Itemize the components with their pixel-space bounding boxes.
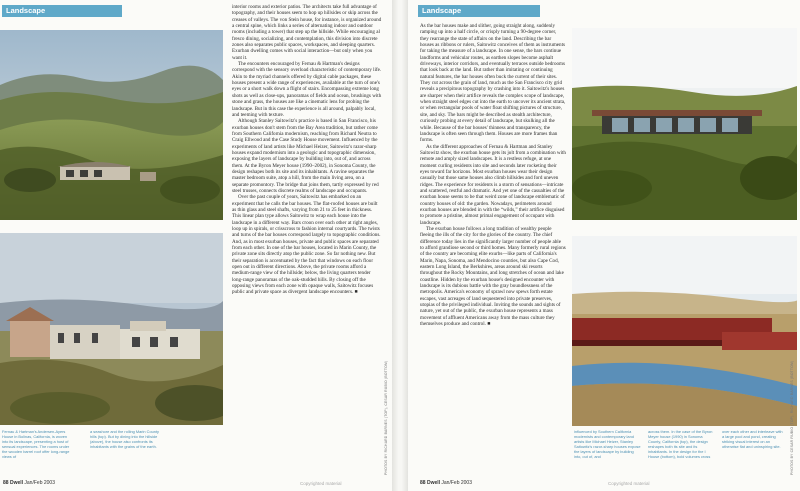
- body-text-column: [420, 23, 566, 477]
- coastal-house-illustration: [0, 233, 223, 425]
- section-label: Landscape: [418, 5, 540, 17]
- page-number: 88: [420, 480, 426, 486]
- photo-caption-continued: a seashore and the rolling Marin County hills (top). But by dining into the hillside (above), the house also confronts its inhabitants with the grains of the earth.: [90, 429, 159, 449]
- hillside-house-illustration: [0, 30, 223, 220]
- paragraph: interior rooms and exterior patios. The architects take full advantage of topography, and their houses seem to hop up hillsides or skip across the creases of valleys. The von Stein house, for instance, is organized around a central spine, which links a series of alternating indoor and outdoor rooms (including a tower) that step up the hillside. While encouraging al fresco dining, socializing, and contemplation, this division into discrete zones also separates public spaces, workspaces, and sleeping quarters. Exurban dwelling comes with social interaction—but only when you want it.: [232, 4, 382, 61]
- left-page: [0, 0, 392, 491]
- magazine-name: Dwell: [426, 480, 441, 486]
- photo-caption: influenced by Southern California modernists and contemporary land artists like Michael Heizer, Stanley Saitowitz's razor-sharp houses expose the layers of landscape by building into, out of, and: [574, 429, 641, 459]
- right-page: [408, 0, 800, 491]
- copyright-notice: Copyrighted material: [608, 481, 650, 486]
- paragraph: As the bar houses make and slither, going straight along, suddenly ramping up into a half circle, or crisply turning a 90-degree corner, they rearrange the state of affairs on the land. Describing the bar houses as ribbons or rulers, Saitowitz conceives of them as instruments for taking the measure of a landscape. In one sense, the bars continue landforms and vehicular routes, as earthen slopes become asphalt driveways, interior corridors, and eventually terraces outside bedrooms that look back at the land. But rather than imitating or continuing natural features, the bar houses often buck the current of their sites. They cut across the grain of land, much as the San Francisco city grid reveals a precipitous topography by crashing into it. Saitowitz's houses are sharper when their artifice reveals the complex scope of landscape, when straight steel edges cut into the earth to uncover its ancient strata, or when rectangular pools of water float shifting pictures of structure, site, and sky. The bars might be described as stealth architecture, curiously probing at every detail of landscape, but skulking all the while. Because of the bar houses' thinness and transparency, the landscape is often seen through them. Houses are more frames than forms.: [420, 23, 566, 144]
- paragraph: As the different approaches of Fernau & Hartman and Stanley Saitowitz show, the exurban house gets its jolt from a combination with remote and amply sized landscapes. It is a restless refuge, at one moment curling residents into site and seconds later rocketing their eyes toward far horizons. Most exurban houses wear their design casually but those same houses also climb hillsides and ford uneven ridges. The experience for residents is a storm of sensations—intricate and scattered, restful and dramatic. And yet one of the casualties of the exurban house seems to be that weird zone of landscape emblematic of country houses of old: the garden. Nowadays, perimeters around exurban houses are blended in with the “wilds,” their artifice disguised to promote a pristine, almost primal engagement of occupant with landscape.: [420, 143, 566, 226]
- issue-date: Jan/Feb 2003: [441, 480, 472, 486]
- section-label: Landscape: [2, 5, 122, 17]
- photo-caption-end: over each other and interleave with a large pool and pond, creating striking visual interest on an otherwise flat and uninspiring site.: [722, 429, 783, 449]
- house-shape: [572, 318, 797, 350]
- issue-date: Jan/Feb 2003: [24, 480, 55, 486]
- paragraph: Over the past couple of years, Saitowitz has embarked on an experiment that he calls the bar houses. The flat-roofed houses are built as thin glass and steel shafts, varying from 21 to 25 feet in thickness. This linear plan type allows Saitowitz to wrap each house into the landscape in a different way. Bars croon over each other at right angles, loop up in spirals, or crisscross to fashion internal courtyards. The twists and turns of the bar houses correspond largely to topographic conditions. And, as in most exurban houses, private and public spaces are separated from each other. In one of the bar houses, located in Marin County, the private zone sits directly atop the public zone. So far nothing new. But their separation is accentuated by the fact that windows on each floor open out in different directions. Above, the private rooms afford a medium-range view of the hillside; below, the living quarters tender long-range panoramas of the oak-studded hills. By closing off the opposing views from each zone with opaque walls, Saitowitz focuses public and private space as divergent landscape encounters. ■: [232, 194, 381, 296]
- magazine-name: Dwell: [9, 480, 24, 486]
- page-folio: [3, 480, 55, 486]
- modern-house-illustration: [572, 28, 797, 220]
- photo-credit: PHOTOS BY RICHARD BARNES (TOP), CESAR RUBIO (BOTTOM): [384, 360, 388, 475]
- photo-credit: PHOTOS BY CESAR RUBIO (TOP), RICHARD BARNES (BOTTOM): [790, 360, 794, 475]
- house-photo-bottom: [572, 236, 797, 426]
- page-number: 88: [3, 480, 9, 486]
- house-shape: [592, 110, 762, 134]
- house-photo-top: [572, 28, 797, 220]
- page-gutter: [392, 0, 408, 491]
- paragraph: The exurban house follows a long tradition of wealthy people fleeing the ills of the city for the glories of the country. The chief difference today lies in the significantly larger number of people able to afford grandiose second or third homes. Many formerly rural regions of the country are becoming elite exurbs—like parts of California's Marin, Napa, Sonoma, and Mendocino counties, but also Cape Cod, eastern Long Island, the Berkshires, areas around ski resorts throughout the Rocky Mountains, and long stretches of ocean and lake coastline. Hidden by the exurban house's designed encounter with landscape is its dubious battle with the gray boundlessness of the metropolis. America's economy of sprawl now spews forth estate escapes, vast acreages of land sequestered into private preserves, utopias of the privileged individual. Inviting the sounds and sights of nature, yet out of the public, the exurban house represents a mass movement of affluent Americans away from the mass culture they themselves produce and control. ■: [420, 226, 566, 328]
- paragraph: Although Stanley Saitowitz's practice is based in San Francisco, his exurban houses don't stem from the Bay Area tradition, but rather come from Southern California modernism, reaching from Richard Neutra to Craig Ellwood and the Case Study House movement. Influenced by the experiments of land artists like Michael Heizer, Saitowitz's razor-sharp houses expand modernism into a geologic and topographic dimension, exposing the layers of landscape by building into, out of, and across them. At the Byron Meyer house (1990–2002), in Sonoma County, the design reshapes both its site and its inhabitants. A ravine separates the master bedroom suite, atop a hill, from the main living area, on a separate promontory. The bridge that joins them, tartly expressed by red steel trusses, connects discrete realms of landscape and occupants.: [232, 118, 379, 194]
- body-text-column: [232, 4, 382, 474]
- page-folio: [420, 480, 472, 486]
- landscape-photo-bottom: [0, 233, 223, 425]
- copyright-notice: Copyrighted material: [300, 481, 342, 486]
- photo-caption: Fernau & Hartman's Andersen-Ayers House in Bolinas, California, is woven into its landscape, presenting a host of sensual experiences. The rooms under the wooden barrel roof offer long-range views of: [2, 429, 70, 459]
- landscape-photo-top: [0, 30, 223, 220]
- pool-house-illustration: [572, 236, 797, 426]
- paragraph: The encounters encouraged by Fernau & Hartman's designs correspond with the sensory overload characteristic of contemporary life. Akin to the myriad channels offered by digital cable packages, these houses present a wide range of experiences, available at the turn of one's eyes or a short walk down a flight of stairs. Encompassing extreme long shots as well as close-ups, panoramas of fields and ocean, brushings with stone and grass, the houses are like a cinematic lens for probing the landscape. But in this case the experience is all around, palpably local, and teeming with texture.: [232, 61, 382, 118]
- photo-caption-continued: across them. In the case of the Byron Meyer house (1990) in Sonoma County, California (top), the design reshapes both its site and its inhabitants. In the design for the I House (bottom), bold volumes cross: [648, 429, 713, 459]
